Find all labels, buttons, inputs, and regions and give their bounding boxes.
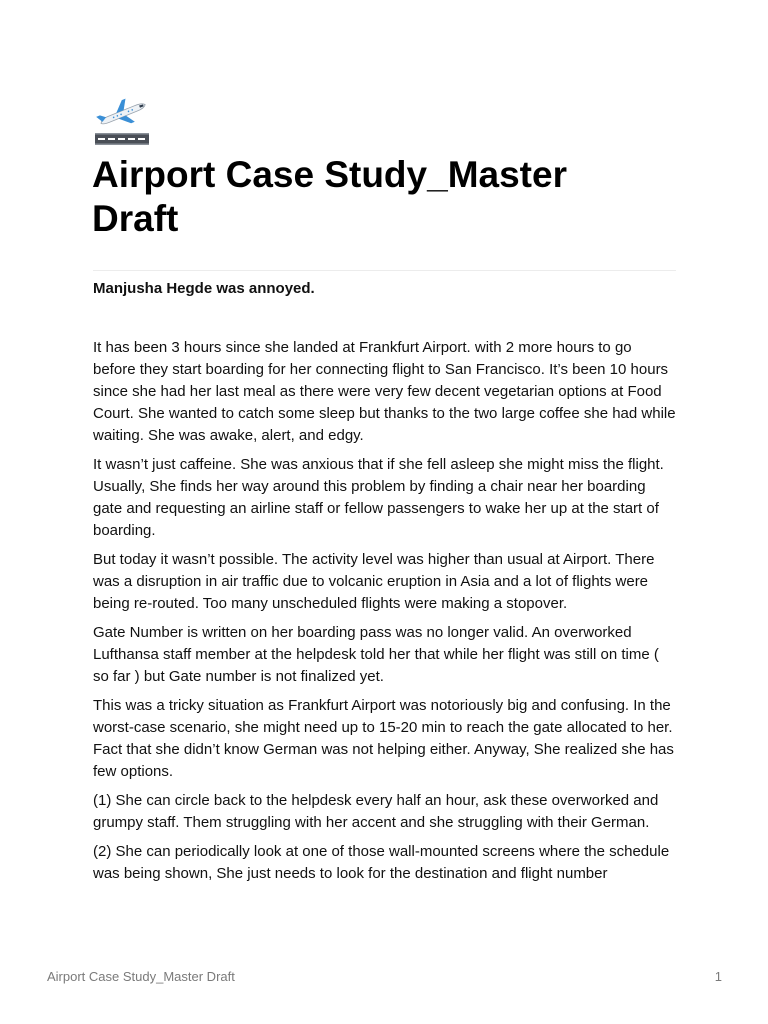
footer-page-number: 1 xyxy=(714,969,722,984)
paragraph: It wasn’t just caffeine. She was anxious that if she fell asleep she might miss the flight. Usually, She finds her way around this problem by finding a chair near her boarding gate and requesting an airline staff or fellow passengers to wake her up at the start of boarding. xyxy=(93,456,664,539)
lede-text: Manjusha Hegde was annoyed. xyxy=(93,280,315,297)
paragraph: It has been 3 hours since she landed at Frankfurt Airport. with 2 more hours to go before they start boarding for her connecting flight to San Francisco. It’s been 10 hours since she had her last meal as there were very few decent vegetarian options at Food Court. She wanted to catch some sleep but thanks to the two large coffee she had while waiting. She was awake, alert, and edgy. xyxy=(93,339,676,444)
document-body xyxy=(93,337,678,892)
title-divider xyxy=(93,270,676,271)
footer-document-title: Airport Case Study_Master Draft xyxy=(47,969,235,984)
paragraph: This was a tricky situation as Frankfurt Airport was notoriously big and confusing. In the worst-case scenario, she might need up to 15-20 min to reach the gate allocated to her. Fact that she didn’t know German was not helping either. Anyway, She realized she has few options. xyxy=(93,697,674,780)
paragraph: (2) She can periodically look at one of those wall-mounted screens where the schedule was being shown, She just needs to look for the destination and flight number xyxy=(93,843,670,882)
paragraph: (1) She can circle back to the helpdesk every half an hour, ask these overworked and grumpy staff. Them struggling with her accent and she struggling with their German. xyxy=(93,792,659,831)
paragraph: But today it wasn’t possible. The activity level was higher than usual at Airport. There was a disruption in air traffic due to volcanic eruption in Asia and a lot of flights were being re-routed. Too many unscheduled flights were making a stopover. xyxy=(93,551,655,612)
paragraph: Gate Number is written on her boarding pass was no longer valid. An overworked Lufthansa staff member at the helpdesk told her that while her flight was still on time ( so far ) but Gate number is not finalized yet. xyxy=(93,624,659,685)
page-title: Airport Case Study_Master Draft xyxy=(92,154,567,239)
airplane-departure-icon xyxy=(93,98,151,148)
